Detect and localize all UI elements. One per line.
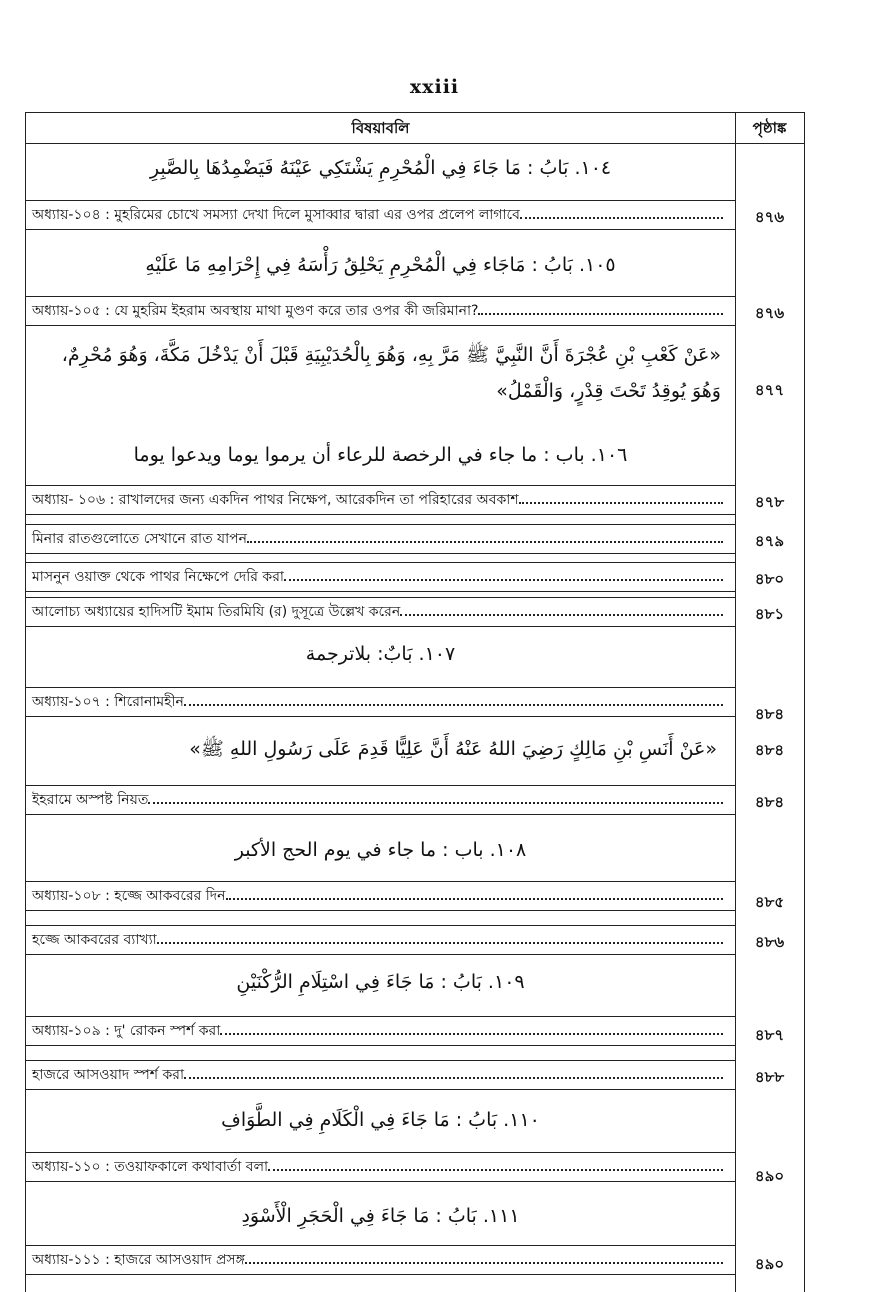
dot-leader bbox=[478, 313, 723, 315]
toc-entry bbox=[26, 785, 735, 815]
entry-page: ৪৯০ bbox=[754, 1167, 785, 1185]
entry-title: হাজরে আসওয়াদ স্পর্শ করা bbox=[32, 1067, 185, 1083]
entry-page: ৪৮৬ bbox=[754, 933, 785, 951]
entry-title: অধ্যায়-১০৪ : মুহরিমের চোখে সমস্যা দেখা দিলে মুসাব্বার দ্বারা এর ওপর প্রলেপ লাগাবে bbox=[32, 207, 520, 223]
entry-title: অধ্যায়-১১০ : তওয়াফকালে কথাবার্তা বলা bbox=[32, 1159, 269, 1175]
entry-title: অধ্যায়-১০৫ : যে মুহরিম ইহরাম অবস্থায় মাথা মুণ্ডণ করে তার ওপর কী জরিমানা? bbox=[32, 303, 479, 319]
entry-page: ৪৮৪ bbox=[754, 793, 785, 811]
entry-page: ৪৭৬ bbox=[754, 208, 785, 226]
dot-leader bbox=[268, 1169, 723, 1171]
chapter-heading-arabic: ١١١. بَابُ : مَا جَاءَ فِي الْحَجَرِ الْأَسْوَدِ bbox=[241, 1205, 520, 1227]
chapter-heading-arabic: ١١٠. بَابُ : مَا جَاءَ فِي الْكَلَامِ فِي الطَّوَافِ bbox=[221, 1109, 540, 1131]
chapter-heading-arabic: ١٠٧. بَابٌ: بلاترجمة bbox=[305, 643, 456, 665]
entry-page: ৪৮৫ bbox=[754, 893, 785, 911]
entry-title: ইহরামে অস্পষ্ট নিয়ত bbox=[32, 792, 149, 808]
entry-title: অধ্যায়-১০৮ : হজ্জে আকবরের দিন bbox=[32, 888, 226, 904]
header-page: পৃষ্ঠাঙ্ক bbox=[752, 119, 787, 137]
dot-leader bbox=[226, 898, 723, 900]
entry-title: অধ্যায়-১০৯ : দু' রোকন স্পর্শ করা bbox=[32, 1023, 221, 1039]
entry-page: ৪৭৬ bbox=[754, 304, 785, 322]
dot-leader bbox=[284, 579, 723, 581]
dot-leader bbox=[245, 1262, 723, 1264]
toc-entry bbox=[26, 881, 735, 911]
toc-entry bbox=[26, 1245, 735, 1275]
header-topic: বিষয়াবলি bbox=[351, 119, 410, 137]
dot-leader bbox=[247, 541, 723, 543]
page-number: xxiii bbox=[409, 76, 460, 98]
toc-entry bbox=[26, 200, 735, 230]
entry-page: ৪৮৪ bbox=[754, 705, 785, 723]
toc-entry bbox=[26, 1016, 735, 1046]
dot-leader bbox=[519, 502, 723, 504]
dot-leader bbox=[184, 704, 723, 706]
entry-page: ৪৮১ bbox=[754, 605, 785, 623]
toc-entry bbox=[26, 296, 735, 326]
chapter-heading-arabic: ١٠٥. بَابُ : مَاجَاء فِي الْمُحْرِمِ يَحْلِقُ رَأْسَهُ فِي إِحْرَامِهِ مَا عَلَيْهِ bbox=[145, 254, 616, 276]
hadith-arabic: «عَنْ أَنَسِ بْنِ مَالِكٍ رَضِيَ اللهُ عَنْهُ أَنَّ عَلِيًّا قَدِمَ عَلَى رَسُولِ اللهِ ﷺ» bbox=[189, 738, 717, 760]
hadith-arabic: «عَنْ كَعْبِ بْنِ عُجْرَةَ أَنَّ النَّبِيَّ ﷺ مَرَّ بِهِ، وَهُوَ بِالْحُدَيْبِيَةِ قَبْلَ أَنْ يَدْخُلَ مَكَّةَ، وَهُوَ مُحْرِمٌ، وَهُوَ يُوقِدُ تَحْتَ قِدْرٍ، وَالْقَمْلُ» bbox=[61, 344, 721, 402]
entry-title: হজ্জে আকবরের ব্যাখ্যা bbox=[32, 932, 157, 948]
toc-entry bbox=[26, 687, 735, 717]
entry-title: আলোচ্য অধ্যায়ের হাদিসটি ইমাম তিরমিযি (র) দুসূত্রে উল্লেখ করেন bbox=[32, 604, 401, 620]
entry-page: ৪৮৪ bbox=[754, 741, 785, 759]
entry-title: মিনার রাতগুলোতে সেখানে রাত যাপন bbox=[32, 531, 248, 547]
toc-entry bbox=[26, 485, 735, 515]
toc-entry bbox=[26, 597, 735, 627]
table-header bbox=[26, 113, 804, 144]
entry-page: ৪৭৭ bbox=[754, 381, 785, 399]
dot-leader bbox=[220, 1033, 723, 1035]
toc-entry bbox=[26, 562, 735, 592]
chapter-heading-arabic: ١٠٩. بَابُ : مَا جَاءَ فِي اسْتِلَامِ الرُّكْنَيْنِ bbox=[236, 971, 525, 993]
dot-leader bbox=[184, 1077, 723, 1079]
entry-title: মাসনুন ওয়াক্ত থেকে পাথর নিক্ষেপে দেরি করা bbox=[32, 569, 284, 585]
entry-page: ৪৯০ bbox=[754, 1255, 785, 1273]
entry-page: ৪৮৭ bbox=[754, 1026, 785, 1044]
entry-page: ৪৭৮ bbox=[754, 493, 785, 511]
dot-leader bbox=[157, 942, 723, 944]
toc-entry bbox=[26, 1060, 735, 1090]
toc-entry bbox=[26, 925, 735, 955]
entry-page: ৪৭৯ bbox=[754, 532, 785, 550]
entry-page: ৪৮০ bbox=[754, 570, 785, 588]
entry-title: অধ্যায়-১০৭ : শিরোনামহীন bbox=[32, 694, 184, 710]
chapter-heading-arabic: ١٠٨. باب : ما جاء في يوم الحج الأكبر bbox=[234, 839, 527, 861]
dot-leader bbox=[148, 802, 723, 804]
entry-page: ৪৮৮ bbox=[754, 1068, 785, 1086]
chapter-heading-arabic: ١٠٤. بَابُ : مَا جَاءَ فِي الْمُحْرِمِ يَشْتَكِي عَيْنَهُ فَيَضْمِدُهَا بِالصَّبِرِ bbox=[149, 157, 612, 179]
chapter-heading-arabic: ١٠٦. باب : ما جاء في الرخصة للرعاء أن يرموا يوما ويدعوا يوما bbox=[133, 444, 628, 466]
toc-entry bbox=[26, 1152, 735, 1182]
contents-table bbox=[25, 112, 805, 1292]
toc-entry bbox=[26, 524, 735, 554]
dot-leader bbox=[520, 217, 723, 219]
entry-title: অধ্যায়-১১১ : হাজরে আসওয়াদ প্রসঙ্গ bbox=[32, 1252, 245, 1268]
dot-leader bbox=[400, 614, 723, 616]
entry-title: অধ্যায়- ১০৬ : রাখালদের জন্য একদিন পাথর নিক্ষেপ, আরেকদিন তা পরিহারের অবকাশ bbox=[32, 492, 519, 508]
